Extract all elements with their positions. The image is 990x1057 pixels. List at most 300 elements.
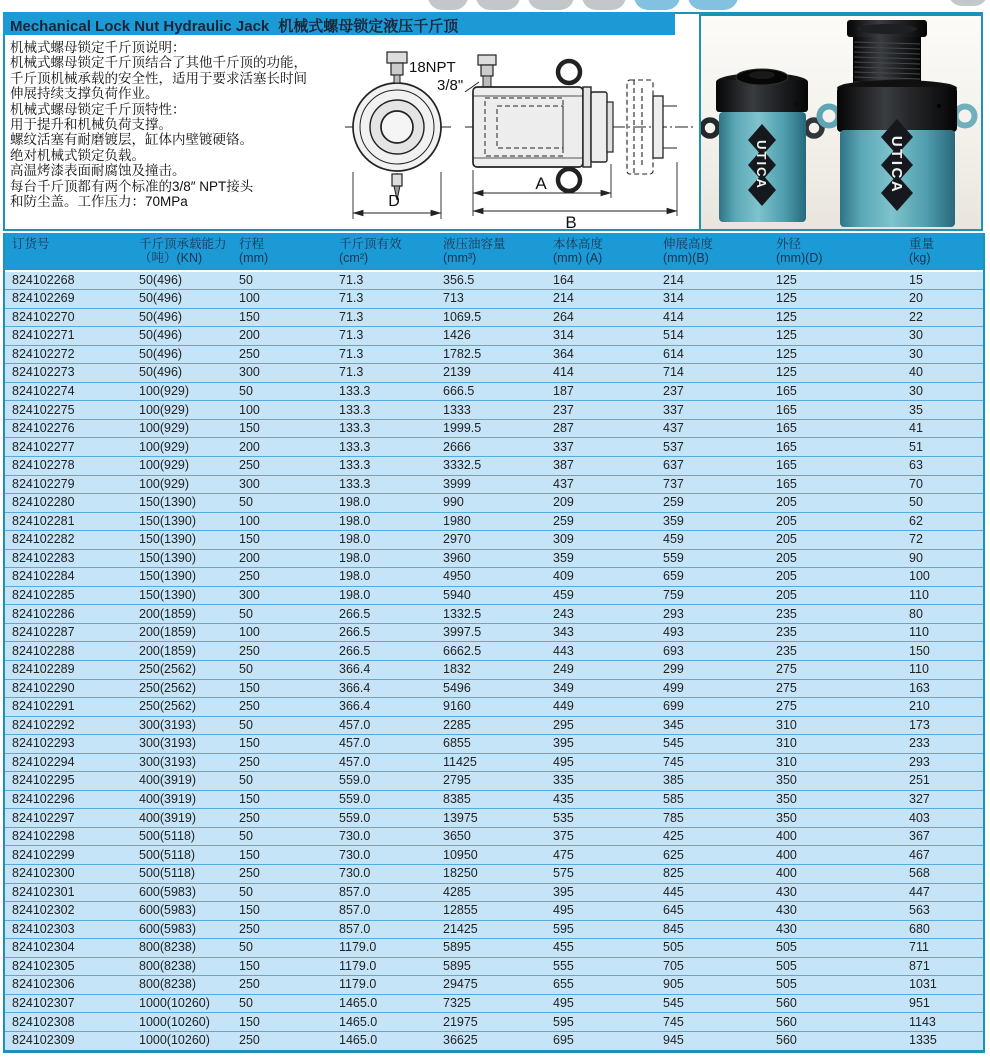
table-cell: 235 xyxy=(776,606,797,621)
watermark xyxy=(420,0,990,12)
table-cell: 337 xyxy=(553,439,574,454)
table-cell: 345 xyxy=(663,717,684,732)
table-cell: 824102300 xyxy=(12,866,75,881)
spec-table-container xyxy=(3,233,985,1053)
spec-table-body xyxy=(5,271,983,1050)
table-cell: 198.0 xyxy=(339,532,371,547)
table-cell: 1980 xyxy=(443,513,471,528)
table-row xyxy=(5,568,983,587)
description-line: 机械式螺母锁定千斤顶结合了其他千斤顶的功能， xyxy=(10,55,307,71)
title-chinese: 机械式螺母锁定液压千斤顶 xyxy=(278,18,459,35)
table-row xyxy=(5,401,983,420)
table-cell: 314 xyxy=(553,328,574,343)
description-line: 机械式螺母锁定千斤顶特性： xyxy=(10,101,186,117)
table-row xyxy=(5,475,983,494)
description-line: 螺纹活塞有耐磨镀层，缸体内壁镀硬铬。 xyxy=(10,132,253,148)
table-cell: 293 xyxy=(663,606,684,621)
table-cell: 824102277 xyxy=(12,439,75,454)
table-cell: 150 xyxy=(239,309,260,324)
table-cell: 600(5983) xyxy=(139,903,196,918)
table-cell: 163 xyxy=(909,680,930,695)
table-cell: 110 xyxy=(909,662,929,677)
table-cell: 150 xyxy=(239,958,260,973)
table-cell: 314 xyxy=(663,291,684,306)
port-label-npt: 18NPT xyxy=(409,59,456,76)
table-cell: 824102294 xyxy=(12,754,75,769)
table-cell: 447 xyxy=(909,884,930,899)
table-cell: 545 xyxy=(663,736,684,751)
table-cell: 50 xyxy=(239,662,253,677)
table-cell: 824102285 xyxy=(12,588,75,602)
table-cell: 310 xyxy=(776,717,797,732)
table-cell: 695 xyxy=(553,1033,574,1048)
table-cell: 310 xyxy=(776,736,797,751)
table-cell: 21425 xyxy=(443,921,478,936)
table-cell: 455 xyxy=(553,940,574,955)
table-row xyxy=(5,308,983,327)
table-row xyxy=(5,586,983,605)
table-cell: 500(5118) xyxy=(139,847,196,862)
table-cell: 824102286 xyxy=(12,606,75,621)
spec-table-head xyxy=(5,233,983,271)
table-cell: 575 xyxy=(553,866,574,881)
table-cell: 745 xyxy=(663,1014,684,1029)
table-cell: 435 xyxy=(553,792,574,807)
table-cell: 20 xyxy=(909,291,923,306)
table-cell: 125 xyxy=(776,328,797,343)
table-cell: 367 xyxy=(909,829,930,844)
table-cell: 5895 xyxy=(443,958,471,973)
table-cell: 1465.0 xyxy=(339,996,378,1011)
column-header: 行程 (mm) xyxy=(239,237,269,265)
table-cell: 637 xyxy=(663,458,684,473)
table-cell: 5895 xyxy=(443,940,471,955)
table-row xyxy=(5,790,983,809)
table-cell: 1465.0 xyxy=(339,1014,378,1029)
table-cell: 1179.0 xyxy=(339,940,377,955)
table-cell: 50(496) xyxy=(139,328,183,343)
table-cell: 595 xyxy=(553,921,574,936)
table-cell: 824102299 xyxy=(12,847,75,862)
table-row xyxy=(5,512,983,531)
table-cell: 400(3919) xyxy=(139,810,196,825)
table-cell: 800(8238) xyxy=(139,977,196,992)
table-cell: 585 xyxy=(663,792,684,807)
table-cell: 514 xyxy=(663,328,684,343)
table-cell: 409 xyxy=(553,569,574,584)
table-cell: 666.5 xyxy=(443,383,475,398)
table-cell: 293 xyxy=(909,754,930,769)
table-row xyxy=(5,939,983,958)
column-header: 液压油容量 (mm³) xyxy=(443,237,506,265)
table-cell: 327 xyxy=(909,792,930,807)
table-cell: 200(1859) xyxy=(139,643,196,658)
table-cell: 250(2562) xyxy=(139,699,196,714)
table-cell: 30 xyxy=(909,383,923,398)
description-line: 高温烤漆表面耐腐蚀及撞击。 xyxy=(10,163,186,179)
table-cell: 645 xyxy=(663,903,684,918)
table-cell: 250(2562) xyxy=(139,680,196,695)
table-cell: 445 xyxy=(663,884,684,899)
table-cell: 505 xyxy=(776,977,797,992)
table-cell: 250 xyxy=(239,977,260,992)
table-cell: 713 xyxy=(443,291,464,306)
table-cell: 71.3 xyxy=(339,309,364,324)
table-cell: 714 xyxy=(663,365,684,380)
table-cell: 625 xyxy=(663,847,684,862)
product-photo-panel xyxy=(699,14,983,231)
table-cell: 309 xyxy=(553,532,574,547)
table-cell: 824102293 xyxy=(12,736,75,751)
table-row xyxy=(5,494,983,513)
table-cell: 824102301 xyxy=(12,884,75,899)
table-cell: 680 xyxy=(909,921,930,936)
dimension-label-d: D xyxy=(388,193,400,210)
table-cell: 250 xyxy=(239,458,260,473)
table-cell: 250 xyxy=(239,754,260,769)
table-cell: 600(5983) xyxy=(139,921,196,936)
table-cell: 150 xyxy=(239,736,260,751)
table-cell: 214 xyxy=(553,291,574,306)
table-cell: 133.3 xyxy=(339,421,371,436)
table-cell: 350 xyxy=(776,773,797,788)
table-cell: 1782.5 xyxy=(443,346,482,361)
table-cell: 295 xyxy=(553,717,574,732)
table-cell: 10950 xyxy=(443,847,478,862)
table-cell: 210 xyxy=(909,699,930,714)
table-cell: 249 xyxy=(553,662,574,677)
table-cell: 4285 xyxy=(443,884,471,899)
table-cell: 1000(10260) xyxy=(139,996,210,1011)
table-cell: 71.3 xyxy=(339,365,364,380)
table-cell: 133.3 xyxy=(339,439,371,454)
table-cell: 737 xyxy=(663,476,684,491)
description-line: 伸展持续支撑负荷作业。 xyxy=(10,86,159,102)
table-cell: 50 xyxy=(239,495,253,510)
table-cell: 824102290 xyxy=(12,680,75,695)
table-cell: 133.3 xyxy=(339,458,371,473)
table-cell: 400 xyxy=(776,829,797,844)
table-cell: 493 xyxy=(663,625,684,640)
table-cell: 266.5 xyxy=(339,625,371,640)
table-cell: 437 xyxy=(663,421,684,436)
table-cell: 2795 xyxy=(443,773,471,788)
table-cell: 385 xyxy=(663,773,684,788)
table-cell: 133.3 xyxy=(339,402,371,417)
table-cell: 7325 xyxy=(443,996,471,1011)
table-cell: 50(496) xyxy=(139,365,183,380)
table-cell: 343 xyxy=(553,625,574,640)
watermark-fragment xyxy=(476,0,520,10)
table-cell: 50 xyxy=(239,272,253,287)
table-cell: 824102305 xyxy=(12,958,75,973)
table-cell: 50(496) xyxy=(139,291,183,306)
table-cell: 259 xyxy=(553,513,574,528)
table-cell: 150(1390) xyxy=(139,513,196,528)
column-header: 外径 (mm)(D) xyxy=(776,237,823,265)
table-cell: 235 xyxy=(776,643,797,658)
table-cell: 100 xyxy=(239,402,260,417)
table-cell: 359 xyxy=(553,550,574,565)
watermark-fragment xyxy=(948,0,988,6)
table-cell: 568 xyxy=(909,866,930,881)
table-cell: 824102298 xyxy=(12,829,75,844)
description-line: 用于提升和机械负荷支撑。 xyxy=(10,117,172,133)
table-cell: 559.0 xyxy=(339,810,371,825)
spec-table xyxy=(5,233,983,1050)
table-cell: 150 xyxy=(239,421,260,436)
title-english: Mechanical Lock Nut Hydraulic Jack xyxy=(10,18,270,35)
table-row xyxy=(5,994,983,1013)
table-cell: 457.0 xyxy=(339,754,371,769)
table-row xyxy=(5,1013,983,1032)
table-cell: 150 xyxy=(239,680,260,695)
table-cell: 100(929) xyxy=(139,402,190,417)
table-row xyxy=(5,438,983,457)
table-cell: 50 xyxy=(909,495,923,510)
table-cell: 824102304 xyxy=(12,940,75,955)
table-cell: 824102274 xyxy=(12,383,75,398)
table-cell: 785 xyxy=(663,810,684,825)
table-cell: 705 xyxy=(663,958,684,973)
spec-table-head-row xyxy=(5,233,983,271)
table-cell: 857.0 xyxy=(339,884,371,899)
table-cell: 237 xyxy=(553,402,574,417)
table-cell: 356.5 xyxy=(443,272,475,287)
table-cell: 110 xyxy=(909,625,929,640)
description-line: 和防尘盖。工作压力：70MPa xyxy=(10,194,188,210)
table-cell: 824102302 xyxy=(12,903,75,918)
table-cell: 475 xyxy=(553,847,574,862)
table-cell: 1999.5 xyxy=(443,421,482,436)
table-cell: 264 xyxy=(553,309,574,324)
description-line: 机械式螺母锁定千斤顶说明： xyxy=(10,40,186,55)
table-cell: 366.4 xyxy=(339,699,371,714)
table-cell: 871 xyxy=(909,958,930,973)
large-jack xyxy=(820,20,975,227)
table-cell: 430 xyxy=(776,903,797,918)
table-row xyxy=(5,809,983,828)
table-row xyxy=(5,679,983,698)
table-row xyxy=(5,735,983,754)
table-cell: 555 xyxy=(553,958,574,973)
table-cell: 3997.5 xyxy=(443,625,482,640)
table-cell: 150 xyxy=(239,847,260,862)
table-cell: 250 xyxy=(239,699,260,714)
column-header: 千斤顶有效 (cm²) xyxy=(339,237,402,265)
table-cell: 50 xyxy=(239,773,253,788)
table-cell: 824102307 xyxy=(12,996,75,1011)
table-cell: 824102269 xyxy=(12,291,75,306)
table-cell: 50 xyxy=(239,606,253,621)
table-row xyxy=(5,364,983,383)
table-cell: 537 xyxy=(663,439,684,454)
table-cell: 100 xyxy=(909,569,930,584)
table-cell: 495 xyxy=(553,903,574,918)
table-cell: 350 xyxy=(776,792,797,807)
table-cell: 824102268 xyxy=(12,272,75,287)
table-cell: 400 xyxy=(776,866,797,881)
table-cell: 845 xyxy=(663,921,684,936)
table-cell: 437 xyxy=(553,476,574,491)
table-cell: 250 xyxy=(239,643,260,658)
table-cell: 21975 xyxy=(443,1014,478,1029)
table-cell: 459 xyxy=(553,588,574,602)
table-row xyxy=(5,957,983,976)
table-row xyxy=(5,419,983,438)
table-cell: 824102281 xyxy=(12,513,75,528)
table-cell: 300(3193) xyxy=(139,736,196,751)
table-cell: 150(1390) xyxy=(139,495,196,510)
watermark-fragment xyxy=(428,0,468,10)
table-cell: 2139 xyxy=(443,365,471,380)
table-cell: 133.3 xyxy=(339,383,371,398)
table-cell: 730.0 xyxy=(339,829,371,844)
table-cell: 50 xyxy=(239,940,253,955)
table-row xyxy=(5,1031,983,1050)
table-cell: 29475 xyxy=(443,977,478,992)
table-cell: 275 xyxy=(776,662,797,677)
table-cell: 50 xyxy=(239,717,253,732)
table-cell: 387 xyxy=(553,458,574,473)
table-cell: 71.3 xyxy=(339,291,364,306)
table-cell: 711 xyxy=(909,940,929,955)
table-cell: 51 xyxy=(909,439,923,454)
table-cell: 824102297 xyxy=(12,810,75,825)
table-cell: 205 xyxy=(776,550,797,565)
table-row xyxy=(5,623,983,642)
table-cell: 824102308 xyxy=(12,1014,75,1029)
table-cell: 205 xyxy=(776,588,797,602)
watermark-fragment xyxy=(634,0,680,10)
table-cell: 100 xyxy=(239,513,260,528)
table-cell: 337 xyxy=(663,402,684,417)
table-cell: 71.3 xyxy=(339,328,364,343)
table-cell: 614 xyxy=(663,346,684,361)
table-cell: 198.0 xyxy=(339,569,371,584)
table-row xyxy=(5,883,983,902)
table-cell: 800(8238) xyxy=(139,940,196,955)
table-cell: 165 xyxy=(776,421,797,436)
watermark-fragment xyxy=(528,0,574,10)
table-cell: 35 xyxy=(909,402,923,417)
table-cell: 559 xyxy=(663,550,684,565)
table-row xyxy=(5,531,983,550)
table-cell: 71.3 xyxy=(339,346,364,361)
table-cell: 150(1390) xyxy=(139,550,196,565)
table-cell: 30 xyxy=(909,346,923,361)
table-row xyxy=(5,920,983,939)
table-cell: 2285 xyxy=(443,717,471,732)
description-line: 绝对机械式锁定负载。 xyxy=(10,147,145,163)
table-cell: 250 xyxy=(239,866,260,881)
table-cell: 990 xyxy=(443,495,464,510)
table-cell: 165 xyxy=(776,402,797,417)
table-cell: 414 xyxy=(663,309,684,324)
table-cell: 824102288 xyxy=(12,643,75,658)
table-cell: 905 xyxy=(663,977,684,992)
table-cell: 375 xyxy=(553,829,574,844)
table-cell: 198.0 xyxy=(339,513,371,528)
table-row xyxy=(5,382,983,401)
table-cell: 200(1859) xyxy=(139,625,196,640)
table-cell: 824102289 xyxy=(12,662,75,677)
table-row xyxy=(5,902,983,921)
table-cell: 1832 xyxy=(443,662,471,677)
table-cell: 1332.5 xyxy=(443,606,482,621)
table-cell: 535 xyxy=(553,810,574,825)
table-cell: 3999 xyxy=(443,476,471,491)
table-cell: 125 xyxy=(776,309,797,324)
table-cell: 335 xyxy=(553,773,574,788)
watermark-fragment xyxy=(582,0,626,10)
table-cell: 11425 xyxy=(443,754,477,769)
table-cell: 457.0 xyxy=(339,717,371,732)
table-cell: 251 xyxy=(909,773,930,788)
table-cell: 359 xyxy=(663,513,684,528)
table-cell: 266.5 xyxy=(339,643,371,658)
table-row xyxy=(5,642,983,661)
table-cell: 425 xyxy=(663,829,684,844)
table-cell: 50(496) xyxy=(139,346,183,361)
table-cell: 560 xyxy=(776,996,797,1011)
table-cell: 945 xyxy=(663,1033,684,1048)
table-cell: 824102295 xyxy=(12,773,75,788)
table-cell: 275 xyxy=(776,699,797,714)
table-cell: 205 xyxy=(776,569,797,584)
table-cell: 400(3919) xyxy=(139,792,196,807)
table-row xyxy=(5,716,983,735)
table-row xyxy=(5,290,983,309)
column-header: 本体高度 (mm) (A) xyxy=(553,237,604,265)
table-cell: 50 xyxy=(239,996,253,1011)
table-cell: 350 xyxy=(776,810,797,825)
table-cell: 198.0 xyxy=(339,550,371,565)
table-row xyxy=(5,660,983,679)
table-cell: 824102291 xyxy=(12,699,75,714)
table-cell: 299 xyxy=(663,662,684,677)
table-cell: 150(1390) xyxy=(139,532,196,547)
table-cell: 824102287 xyxy=(12,625,75,640)
table-cell: 400 xyxy=(776,847,797,862)
table-cell: 150 xyxy=(239,903,260,918)
table-cell: 250 xyxy=(239,346,260,361)
table-cell: 2970 xyxy=(443,532,471,547)
table-cell: 243 xyxy=(553,606,574,621)
table-cell: 71.3 xyxy=(339,272,364,287)
table-cell: 235 xyxy=(776,625,797,640)
table-cell: 300 xyxy=(239,476,260,491)
table-cell: 100(929) xyxy=(139,476,190,491)
table-cell: 13975 xyxy=(443,810,478,825)
table-cell: 150 xyxy=(909,643,930,658)
table-row xyxy=(5,605,983,624)
table-cell: 165 xyxy=(776,383,797,398)
table-cell: 50(496) xyxy=(139,272,183,287)
table-cell: 4950 xyxy=(443,569,471,584)
table-cell: 164 xyxy=(553,272,574,287)
table-cell: 173 xyxy=(909,717,930,732)
table-cell: 18250 xyxy=(443,866,478,881)
table-row xyxy=(5,327,983,346)
table-cell: 825 xyxy=(663,866,684,881)
table-cell: 250 xyxy=(239,569,260,584)
table-cell: 40 xyxy=(909,365,923,380)
table-cell: 50(496) xyxy=(139,309,183,324)
table-cell: 505 xyxy=(663,940,684,955)
table-cell: 495 xyxy=(553,996,574,1011)
table-cell: 395 xyxy=(553,736,574,751)
